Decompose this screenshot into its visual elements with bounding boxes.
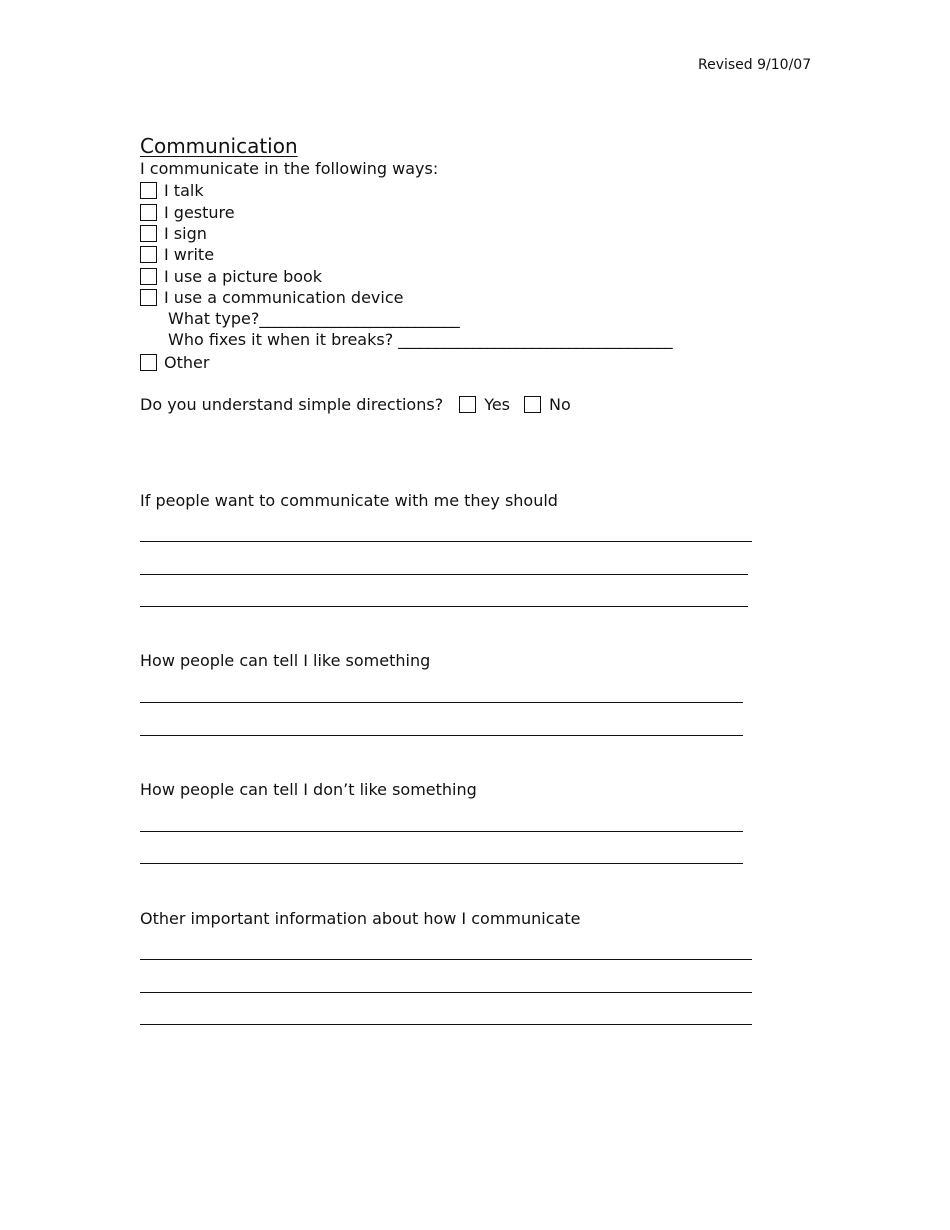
like-answer-line-1[interactable] — [140, 702, 743, 703]
what-type-blank[interactable]: ___________________________ — [259, 309, 460, 328]
what-type-field[interactable] — [168, 309, 459, 329]
section-intro: I communicate in the following ways: — [140, 159, 439, 178]
communicate-answer-line-1[interactable] — [140, 541, 752, 542]
other-info-answer-line-3[interactable] — [140, 1024, 752, 1025]
option-communication-device — [140, 287, 403, 307]
option-sign — [140, 223, 207, 243]
communication-device-checkbox[interactable] — [140, 289, 157, 306]
option-gesture — [140, 202, 235, 222]
communicate-answer-line-2[interactable] — [140, 574, 748, 575]
who-fixes-blank[interactable]: _____________________________________ — [398, 330, 673, 349]
like-prompt: How people can tell I like something — [140, 651, 431, 670]
option-write — [140, 244, 214, 264]
option-picture-book — [140, 266, 322, 286]
sign-checkbox[interactable] — [140, 225, 157, 242]
other-info-prompt: Other important information about how I communicate — [140, 909, 581, 928]
yes-label: Yes — [484, 394, 511, 414]
communicate-answer-line-3[interactable] — [140, 606, 748, 607]
picture-book-label: I use a picture book — [164, 266, 323, 286]
talk-label: I talk — [164, 180, 204, 200]
option-talk — [140, 180, 204, 200]
communication-device-label: I use a communication device — [164, 287, 404, 307]
dislike-answer-line-1[interactable] — [140, 831, 743, 832]
directions-question-text: Do you understand simple directions? — [140, 394, 444, 414]
what-type-label: What type? — [168, 309, 260, 328]
write-label: I write — [164, 244, 215, 264]
like-answer-line-2[interactable] — [140, 735, 743, 736]
gesture-label: I gesture — [164, 202, 235, 222]
gesture-checkbox[interactable] — [140, 204, 157, 221]
picture-book-checkbox[interactable] — [140, 268, 157, 285]
who-fixes-label: Who fixes it when it breaks? — [168, 330, 399, 349]
directions-question — [140, 394, 571, 414]
communicate-with-me-prompt: If people want to communicate with me they should — [140, 491, 558, 510]
other-label: Other — [164, 352, 210, 372]
sign-label: I sign — [164, 223, 207, 243]
other-info-answer-line-2[interactable] — [140, 992, 752, 993]
no-checkbox[interactable] — [524, 396, 541, 413]
dislike-answer-line-2[interactable] — [140, 863, 743, 864]
who-fixes-field[interactable] — [168, 330, 672, 350]
yes-checkbox[interactable] — [459, 396, 476, 413]
write-checkbox[interactable] — [140, 246, 157, 263]
dislike-prompt: How people can tell I don’t like something — [140, 780, 477, 799]
other-checkbox[interactable] — [140, 354, 157, 371]
section-title: Communication — [140, 134, 298, 158]
option-other — [140, 352, 209, 372]
talk-checkbox[interactable] — [140, 182, 157, 199]
other-info-answer-line-1[interactable] — [140, 959, 752, 960]
no-label: No — [549, 394, 571, 414]
revision-date: Revised 9/10/07 — [698, 57, 812, 73]
